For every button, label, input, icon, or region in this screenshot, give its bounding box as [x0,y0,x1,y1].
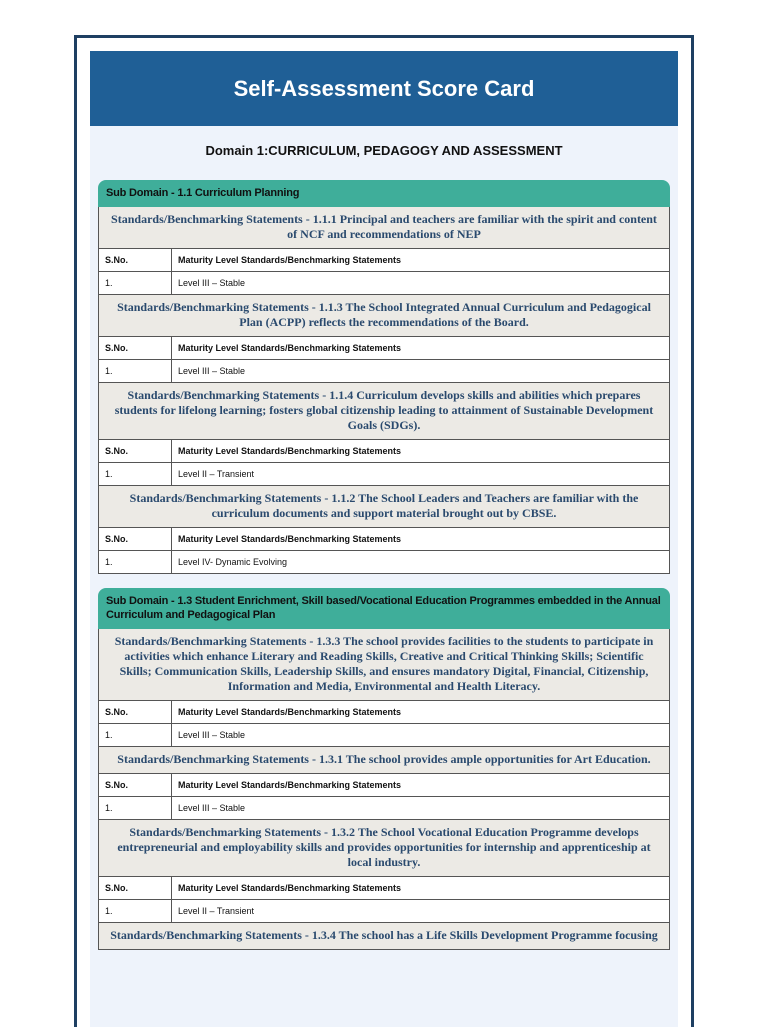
table-header-row [99,440,670,463]
table-row [99,797,670,820]
score-card [90,51,678,1027]
maturity-table [98,249,670,295]
level-cell: Level II – Transient [172,463,670,486]
table-row [99,551,670,574]
level-cell: Level II – Transient [172,900,670,923]
subdomain-1-3 [98,588,670,950]
level-header: Maturity Level Standards/Benchmarking Statements [172,528,670,551]
standard-statement: Standards/Benchmarking Statements - 1.1.1 Principal and teachers are familiar with the spirit and content of NCF and recommendations of NEP [98,207,670,249]
table-row [99,360,670,383]
level-header: Maturity Level Standards/Benchmarking Statements [172,337,670,360]
standard-statement: Standards/Benchmarking Statements - 1.1.2 The School Leaders and Teachers are familiar with the curriculum documents and support material brought out by CBSE. [98,486,670,528]
maturity-table [98,440,670,486]
level-header: Maturity Level Standards/Benchmarking Statements [172,877,670,900]
sno-cell: 1. [99,272,172,295]
sno-cell: 1. [99,724,172,747]
table-row [99,272,670,295]
maturity-table [98,877,670,923]
standard-statement: Standards/Benchmarking Statements - 1.1.4 Curriculum develops skills and abilities which prepares students for lifelong learning; fosters global citizenship leading to attainment of Sustainable Development Goals (SDGs). [98,383,670,440]
table-header-row [99,249,670,272]
domain-title: Domain 1:CURRICULUM, PEDAGOGY AND ASSESSMENT [205,142,563,158]
level-cell: Level III – Stable [172,797,670,820]
table-row [99,463,670,486]
table-header-row [99,337,670,360]
standard-statement: Standards/Benchmarking Statements - 1.3.1 The school provides ample opportunities for Art Education. [98,747,670,774]
table-header-row [99,774,670,797]
level-cell: Level III – Stable [172,724,670,747]
sno-cell: 1. [99,900,172,923]
level-cell: Level III – Stable [172,272,670,295]
standard-statement: Standards/Benchmarking Statements - 1.3.2 The School Vocational Education Programme develops entrepreneurial and employability skills and provides opportunities for internship and apprenticeship at local industry. [98,820,670,877]
table-header-row [99,528,670,551]
sno-header: S.No. [99,774,172,797]
sno-header: S.No. [99,249,172,272]
maturity-table [98,774,670,820]
sno-cell: 1. [99,551,172,574]
subdomain-title: Sub Domain - 1.3 Student Enrichment, Skill based/Vocational Education Programmes embedded in the Annual Curriculum and Pedagogical Plan [98,588,670,629]
sno-cell: 1. [99,797,172,820]
sno-header: S.No. [99,528,172,551]
level-header: Maturity Level Standards/Benchmarking Statements [172,774,670,797]
sno-header: S.No. [99,877,172,900]
sno-header: S.No. [99,440,172,463]
table-header-row [99,701,670,724]
level-header: Maturity Level Standards/Benchmarking Statements [172,440,670,463]
level-cell: Level III – Stable [172,360,670,383]
table-row [99,900,670,923]
score-card-frame [74,35,694,1027]
maturity-table [98,528,670,574]
page-title: Self-Assessment Score Card [90,51,678,126]
subdomain-1-1 [98,180,670,574]
sno-header: S.No. [99,701,172,724]
subdomain-title: Sub Domain - 1.1 Curriculum Planning [98,180,670,207]
table-row [99,724,670,747]
standard-statement: Standards/Benchmarking Statements - 1.1.3 The School Integrated Annual Curriculum and Pedagogical Plan (ACPP) reflects the recommendations of the Board. [98,295,670,337]
maturity-table [98,701,670,747]
sno-header: S.No. [99,337,172,360]
level-header: Maturity Level Standards/Benchmarking Statements [172,249,670,272]
table-header-row [99,877,670,900]
level-cell: Level IV- Dynamic Evolving [172,551,670,574]
standard-statement: Standards/Benchmarking Statements - 1.3.3 The school provides facilities to the students to participate in activities which enhance Literary and Reading Skills, Creative and Critical Thinking Skills; Scientific Skills; Communication Skills, Leadership Skills, and ensures mandatory Digital, Financial, Citizenship, Information and Media, Environmental and Health Literacy. [98,629,670,701]
sno-cell: 1. [99,463,172,486]
standard-statement: Standards/Benchmarking Statements - 1.3.4 The school has a Life Skills Development Programme focusing [98,923,670,950]
sno-cell: 1. [99,360,172,383]
level-header: Maturity Level Standards/Benchmarking Statements [172,701,670,724]
maturity-table [98,337,670,383]
